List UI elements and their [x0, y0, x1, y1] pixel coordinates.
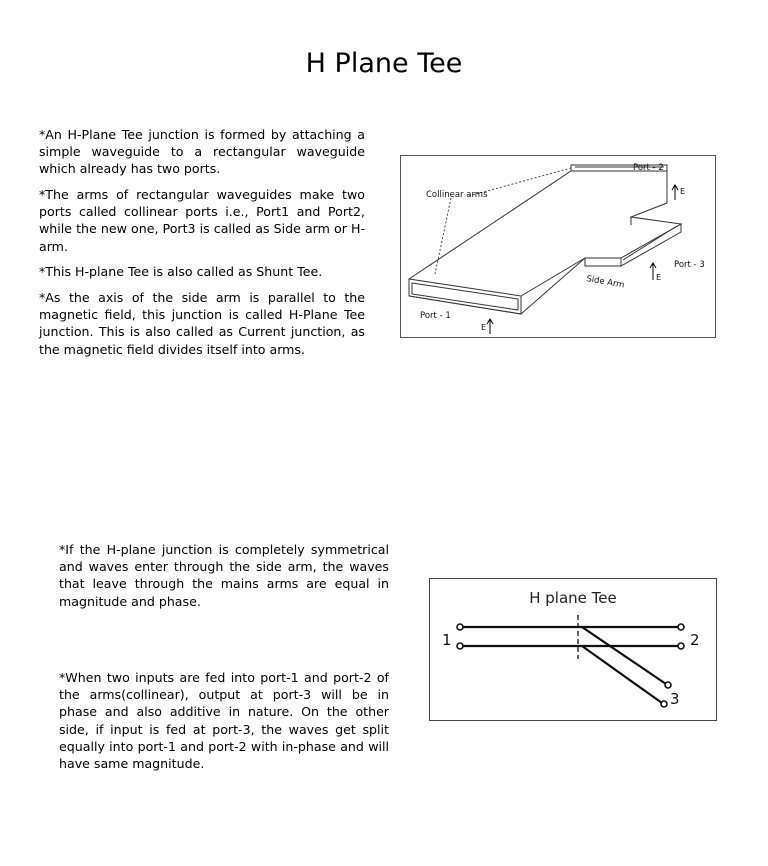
schematic-port-2-label: 2: [690, 631, 700, 649]
schematic-port-1-label: 1: [442, 631, 452, 649]
side-arm-label: Side Arm: [585, 274, 626, 291]
paragraph-shunt-tee: *This H-plane Tee is also called as Shunt Tee.: [39, 264, 323, 279]
e-field-label-port2: E: [680, 187, 686, 196]
collinear-arms-label: Collinear arms: [426, 190, 488, 200]
paragraph-formation: *An H-Plane Tee junction is formed by attaching a simple waveguide to a rectangular waveguide which already has two ports.: [39, 127, 365, 177]
port-1-label: Port - 1: [420, 311, 451, 321]
paragraph-current-junction: *As the axis of the side arm is parallel to the magnetic field, this junction is called H-Plane Tee junction. This is also called as Current junction, as the magnetic field divides itself into arms.: [39, 290, 365, 357]
e-field-label-port1: E: [481, 323, 487, 332]
schematic-title: H plane Tee: [529, 589, 617, 607]
schematic-port-3-label: 3: [670, 690, 680, 708]
port-2-label: Port - 2: [633, 163, 664, 173]
e-field-label-port3: E: [656, 273, 662, 282]
paragraph-symmetry: *If the H-plane junction is completely symmetrical and waves enter through the side arm, the waves that leave through the mains arms are equal in magnitude and phase.: [59, 542, 389, 609]
port-3-label: Port - 3: [674, 260, 705, 270]
paragraph-inputs: *When two inputs are fed into port-1 and port-2 of the arms(collinear), output at port-3 will be in phase and also additive in nature. On the other side, if input is fed at port-3, the waves get split equally into port-1 and port-2 with in-phase and will have same magnitude.: [59, 670, 389, 772]
paragraph-collinear-ports: *The arms of rectangular waveguides make two ports called collinear ports i.e., Port1 and Port2, while the new one, Port3 is called as Side arm or H-arm.: [39, 187, 365, 254]
h-plane-tee-waveguide-figure: [400, 155, 716, 338]
page-title: H Plane Tee: [305, 48, 463, 79]
h-plane-tee-schematic: [429, 578, 717, 721]
